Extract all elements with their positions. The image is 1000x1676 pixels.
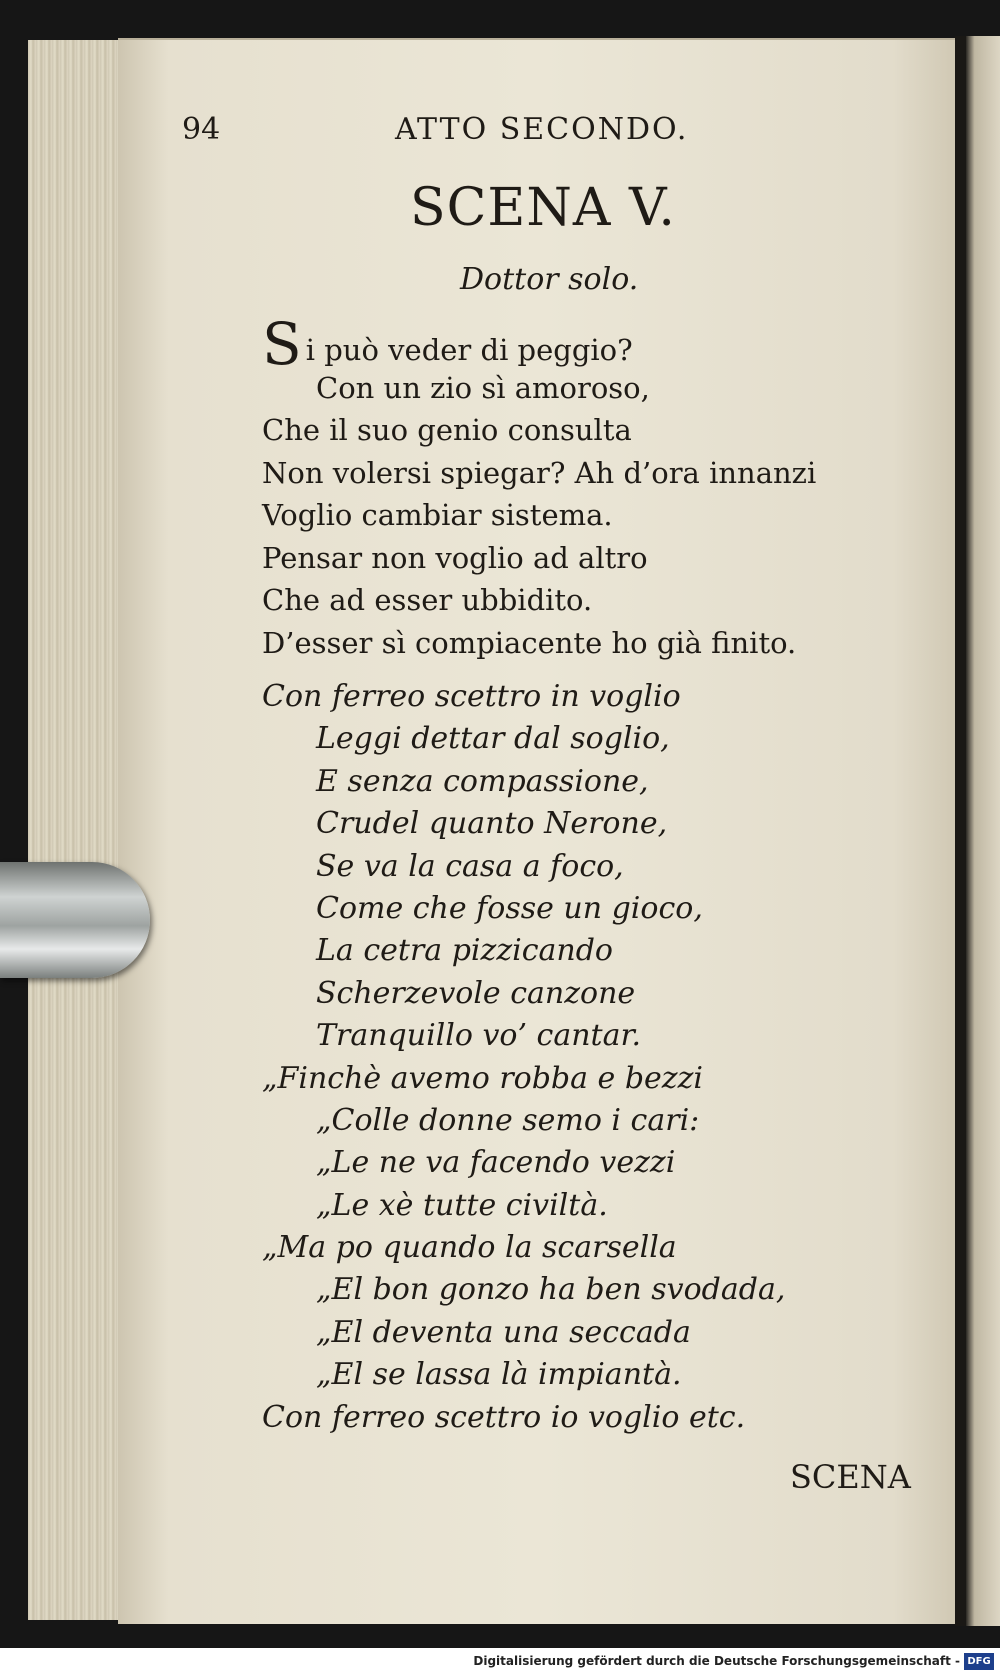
aria-block [262, 676, 785, 1439]
running-head: ATTO SECONDO. [395, 112, 689, 147]
recitative-block [262, 310, 817, 664]
dfg-logo: DFG [964, 1653, 994, 1670]
recitative-line: Pensar non voglio ad altro [262, 540, 648, 575]
aria-line: Tranquillo vo’ cantar. [316, 1018, 642, 1054]
page-number: 94 [182, 112, 221, 147]
recitative-line: Non volersi spiegar? Ah d’ora innanzi [262, 455, 817, 490]
page-clip [0, 862, 150, 978]
recitative-line: Voglio cambiar sistema. [262, 498, 613, 532]
aria-line: „Colle donne semo i cari: [316, 1102, 700, 1138]
aria-line: „Le ne va facendo vezzi [316, 1145, 676, 1181]
recitative-line: Che il suo genio consulta [262, 413, 632, 447]
aria-line: Scherzevole canzone [316, 975, 636, 1011]
drop-initial: S [262, 310, 302, 378]
aria-line: „Ma po quando la scarsella [262, 1230, 677, 1266]
recitative-line: Si può veder di peggio? [262, 310, 633, 378]
speaker-direction: Dottor solo. [460, 262, 639, 297]
aria-line: E senza compassione, [316, 763, 649, 799]
catchword: SCENA [790, 1458, 911, 1496]
recitative-line: D’esser sì compiacente ho già finito. [262, 625, 797, 660]
aria-line: „El deventa una seccada [316, 1314, 691, 1350]
aria-line: La cetra pizzicando [316, 933, 613, 969]
aria-line: „Le xè tutte civiltà. [316, 1187, 608, 1223]
page-edges [28, 40, 130, 1620]
aria-line: Con ferreo scettro io voglio etc. [262, 1399, 746, 1435]
aria-line: „Finchè avemo robba e bezzi [262, 1060, 704, 1096]
scene-title: SCENA V. [410, 178, 676, 238]
aria-line: „El se lassa là impiantà. [316, 1357, 682, 1393]
recitative-line: Che ad esser ubbidito. [262, 583, 593, 617]
aria-line: Come che fosse un gioco, [316, 890, 703, 926]
next-page-edge [966, 36, 1000, 1626]
footer-credit: Digitalisierung gefördert durch die Deutsche Forschungsgemeinschaft - [473, 1654, 960, 1668]
aria-line: Con ferreo scettro in voglio [262, 679, 681, 714]
aria-line: Se va la casa a foco, [316, 848, 624, 884]
recitative-line: Con un zio sì amoroso, [316, 370, 650, 405]
aria-line: „El bon gonzo ha ben svodada, [316, 1272, 786, 1308]
aria-line: Leggi dettar dal soglio, [316, 721, 670, 757]
aria-line: Crudel quanto Nerone, [316, 806, 668, 842]
gutter-shadow [955, 36, 966, 1626]
digitization-footer [0, 1648, 1000, 1676]
